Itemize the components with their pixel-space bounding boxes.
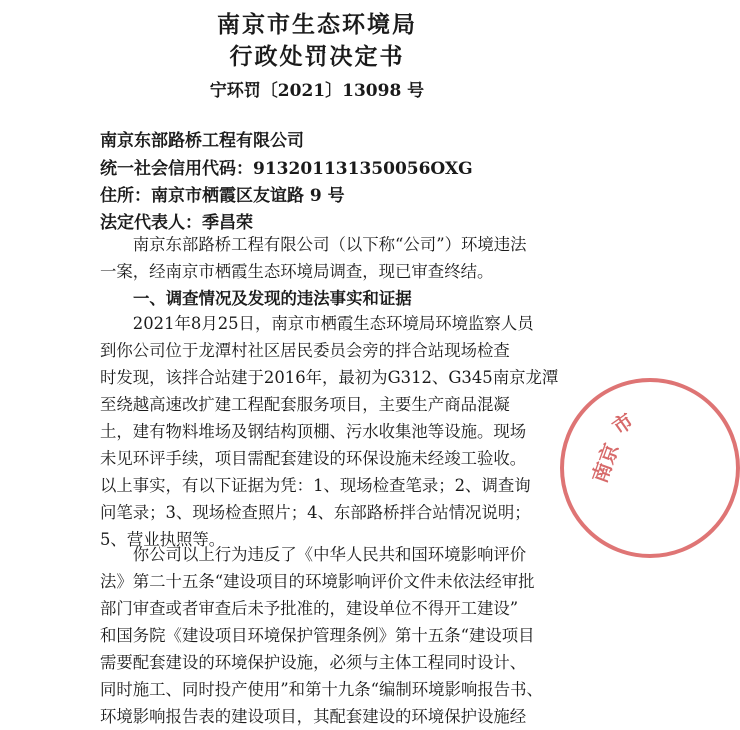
text-line: 南京东部路桥工程有限公司（以下称“公司”）环境违法 [100,235,527,254]
document-number-prefix: 宁环罚〔2021〕 [209,81,343,101]
text-line: 土，建有物料堆场及钢结构顶棚、污水收集池等设施。现场 [100,422,527,441]
seal-character: 南京 [587,440,624,486]
text-line: 未见环评手续，项目需配套建设的环保设施未经竣工验收。 [100,449,527,468]
text-line: 2021年8月25日，南京市栖霞生态环境局环境监察人员 [100,314,534,333]
seal-character: 市 [607,408,638,440]
text-line: 法》第二十五条“建设项目的环境影响评价文件未依法经审批 [100,572,535,591]
intro-paragraph [100,231,558,285]
document-number [0,80,634,102]
agency-title: 南京市生态环境局 [217,11,417,38]
text-line: 5、营业执照等。 [100,530,226,549]
text-line: 你公司以上行为违反了《中华人民共和国环境影响评价 [100,545,527,564]
document-type-title: 行政处罚决定书 [229,43,405,70]
text-line: 同时施工、同时投产使用”和第十九条“编制环境影响报告书、 [100,680,543,699]
text-line: 时发现，该拌合站建于2016年，最初为G312、G345南京龙潭 [100,368,559,387]
facts-paragraph [100,310,558,553]
official-seal [560,378,740,558]
violation-paragraph [100,541,558,730]
address: 住所：南京市栖霞区友谊路 9 号 [100,186,345,206]
credit-code: 统一社会信用代码：913201131350056OXG [100,159,473,179]
company-name: 南京东部路桥工程有限公司 [100,131,304,151]
legal-representative: 法定代表人：季昌荣 [100,213,253,233]
section-heading: 一、调查情况及发现的违法事实和证据 [133,289,412,308]
text-line: 至绕越高速改扩建工程配套服务项目，主要生产商品混凝 [100,395,510,414]
text-line: 问笔录；3、现场检查照片；4、东部路桥拌合站情况说明； [100,503,531,522]
document-number-suffix: 13098 号 [342,81,425,101]
text-line: 以上事实，有以下证据为凭：1、现场检查笔录；2、调查询 [100,476,531,495]
text-line: 和国务院《建设项目环境保护管理条例》第十五条“建设项目 [100,626,535,645]
text-line: 环境影响报告表的建设项目，其配套建设的环境保护设施经 [100,707,527,726]
text-line: 一案，经南京市栖霞生态环境局调查，现已审查终结。 [100,262,494,281]
text-line: 到你公司位于龙潭村社区居民委员会旁的拌合站现场检查 [100,341,510,360]
text-line: 部门审查或者审查后未予批准的，建设单位不得开工建设” [100,599,519,618]
text-line: 需要配套建设的环境保护设施，必须与主体工程同时设计、 [100,653,527,672]
